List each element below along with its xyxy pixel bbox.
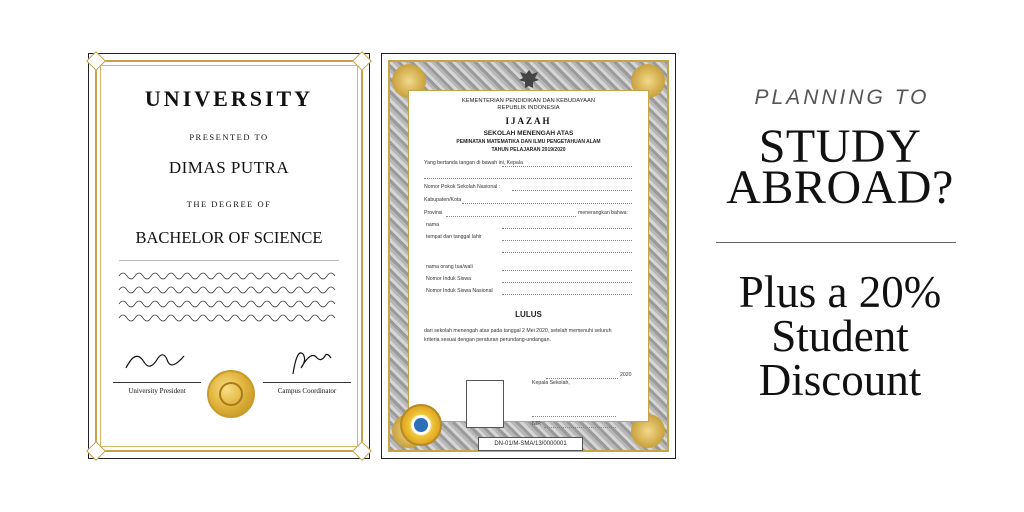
signer-left-title: University President: [128, 387, 186, 395]
field-nis-label: Nomor Induk Siswa: [426, 276, 471, 282]
field-dotline: [502, 270, 632, 271]
gold-seal: [207, 370, 255, 418]
school-stamp-icon: [400, 404, 442, 446]
stamp-emblem: [414, 418, 428, 432]
ijazah-statement-2: kriteria sesuai dengan peraturan perundang-undangan.: [424, 337, 551, 343]
field-ortu-label: nama orang tua/wali: [426, 264, 473, 270]
ijazah-serial-number: DN-01/M-SMA/13/0000001: [478, 437, 583, 451]
field-dotline: [502, 294, 632, 295]
ijazah-program: PEMINATAN MATEMATIKA DAN ILMU PENGETAHUAN ALAM: [456, 139, 601, 145]
ijazah-statement-1: dari sekolah menengah atas pada tanggal 2 Mei 2020, setelah memenuhi seluruh: [424, 328, 612, 334]
signature-line-left: [113, 382, 201, 383]
field-certify-label: menerangkan bahwa:: [578, 210, 628, 216]
promo-divider: [716, 242, 956, 243]
ijazah-school-type: SEKOLAH MENENGAH ATAS: [483, 130, 574, 137]
diploma-presented-to: PRESENTED TO: [189, 132, 269, 142]
promo-headline-line2: ABROAD?: [726, 161, 954, 214]
field-dotline: [424, 178, 632, 179]
field-dotline: [502, 240, 632, 241]
ijazah-year: TAHUN PELAJARAN 2019/2020: [491, 147, 566, 153]
promo-discount-line1: Plus a 20%: [738, 267, 942, 317]
ijazah-ministry: KEMENTERIAN PENDIDIKAN DAN KEBUDAYAAN: [461, 98, 596, 104]
photo-placeholder: [466, 380, 504, 428]
university-diploma: [88, 53, 370, 459]
ijazah-principal-label: Kepala Sekolah,: [532, 380, 570, 386]
field-ttl-label: tempat dan tanggal lahir: [426, 234, 482, 240]
field-kab-label: Kabupaten/Kota: [424, 197, 462, 203]
field-dotline: [502, 228, 632, 229]
diploma-divider: [119, 260, 339, 261]
ijazah-republic: REPUBLIK INDONESIA: [497, 105, 560, 111]
ijazah-result: LULUS: [515, 310, 542, 319]
diploma-degree-name: BACHELOR OF SCIENCE: [135, 228, 323, 247]
signer-right-title: Campus Coordinator: [277, 387, 337, 395]
diploma-recipient-name: DIMAS PUTRA: [168, 158, 290, 177]
promo-headline: [700, 120, 980, 214]
promo-discount-line3: Discount: [758, 355, 922, 405]
signature-line-right: [263, 382, 351, 383]
field-nisn-label: Nomor Induk Siswa Nasional: [426, 288, 493, 294]
field-prov-label: Provinsi: [424, 210, 443, 216]
promo-discount: [700, 267, 980, 405]
field-npsn-label: Nomor Pokok Sekolah Nasional :: [424, 184, 501, 190]
promo-discount-line2: Student: [771, 311, 909, 361]
field-dotline: [462, 203, 632, 204]
principal-signature-line: [532, 416, 616, 417]
coordinator-signature: [285, 344, 335, 378]
seal-emblem: [219, 382, 243, 406]
ijazah-nip-label: NIP.: [532, 421, 542, 427]
field-dotline: [446, 216, 576, 217]
diploma-degree-intro: THE DEGREE OF: [186, 199, 272, 209]
promo-headline-line1: STUDY: [758, 120, 922, 173]
field-dotline: [502, 282, 632, 283]
ijazah-title: IJAZAH: [505, 116, 552, 126]
garuda-emblem-icon: [517, 68, 541, 90]
diploma-university-title: UNIVERSITY: [144, 86, 314, 111]
field-dotline: [544, 427, 616, 428]
field-dotline: [546, 378, 618, 379]
diploma-handwritten-text: [117, 268, 343, 334]
ijazah-certificate: [381, 53, 676, 459]
field-dotline: [502, 166, 632, 167]
field-dotline: [502, 252, 632, 253]
promo-planning-to: PLANNING TO: [754, 86, 930, 109]
ijazah-year-suffix: 2020: [620, 372, 632, 378]
field-dotline: [512, 190, 632, 191]
ijazah-intro-line: Yang bertanda tangan di bawah ini, Kepala: [424, 160, 523, 166]
field-nama-label: nama: [426, 222, 439, 228]
president-signature: [121, 346, 191, 376]
